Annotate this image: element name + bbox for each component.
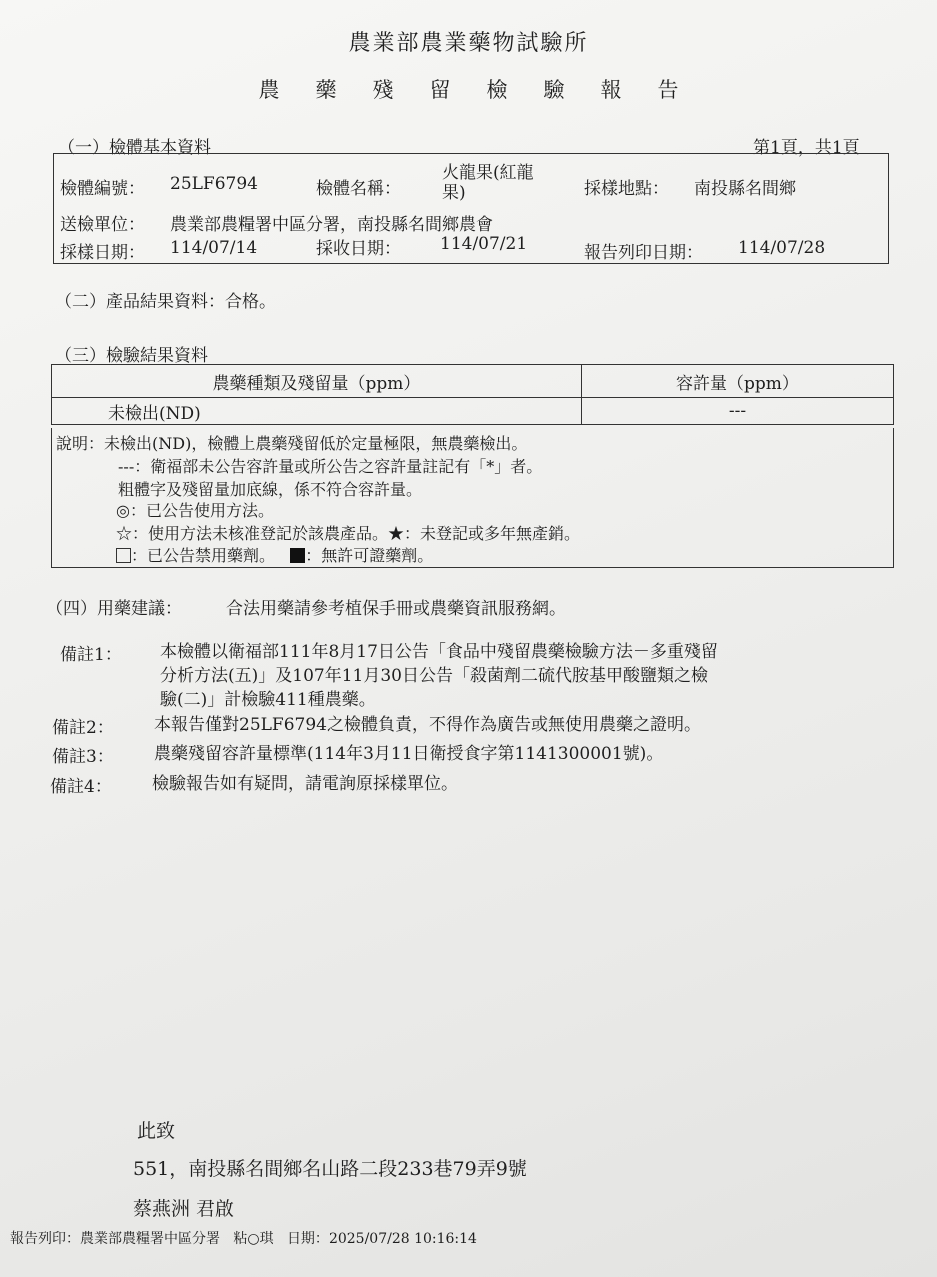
title-char: 驗	[543, 78, 565, 102]
note-line-6b: ：無許可證藥劑。	[305, 546, 434, 565]
page-info: 第1頁，共1頁	[753, 138, 860, 158]
footer-date-label: 日期：	[286, 1231, 329, 1247]
title-char: 檢	[486, 78, 508, 102]
print-date-label: 報告列印日期：	[584, 243, 703, 263]
sampling-date: 114/07/14	[170, 238, 258, 258]
remark1-line2: 分析方法(五)」及107年11月30日公告「殺菌劑二硫代胺基甲酸鹽類之檢	[160, 666, 708, 686]
note-line-5	[116, 521, 580, 544]
mailing-address: 551，南投縣名間鄉名山路二段233巷79弄9號	[133, 1158, 527, 1180]
remark1-line1: 本檢體以衛福部111年8月17日公告「食品中殘留農藥檢驗方法－多重殘留	[160, 642, 718, 662]
col-pesticide-header: 農藥種類及殘留量（ppm）	[52, 365, 582, 398]
section4-text: 合法用藥請參考植保手冊或農藥資訊服務網。	[226, 599, 566, 619]
empty-square-icon	[116, 548, 131, 563]
title-char: 告	[657, 78, 679, 102]
remark4-text: 檢驗報告如有疑問，請電詢原採樣單位。	[152, 774, 458, 794]
note-line-6a: ：已公告禁用藥劑。	[131, 546, 276, 565]
sampling-place-label: 採樣地點：	[584, 179, 669, 199]
sample-no: 25LF6794	[170, 174, 258, 194]
note-line-3: 粗體字及殘留量加底線，係不符合容許量。	[118, 480, 423, 499]
remark2-label: 備註2：	[52, 718, 114, 738]
sample-name-label: 檢體名稱：	[316, 179, 401, 199]
table-header-row	[52, 365, 894, 398]
title-char: 殘	[372, 78, 394, 102]
remark1-label: 備註1：	[60, 645, 122, 665]
title-char: 農	[258, 78, 280, 102]
footer-print-label: 報告列印：	[10, 1231, 80, 1247]
title-char: 留	[429, 78, 451, 102]
print-date: 114/07/28	[738, 238, 826, 258]
footer-printer: 粘○琪	[233, 1231, 274, 1247]
col-limit-header: 容許量（ppm）	[582, 365, 894, 398]
remark1-line3: 驗(二)」計檢驗411種農藥。	[160, 690, 376, 710]
sampling-date-label: 採樣日期：	[60, 243, 145, 263]
title-char: 藥	[315, 78, 337, 102]
note-line-1: 說明：未檢出(ND)，檢體上農藥殘留低於定量極限，無農藥檢出。	[56, 434, 528, 453]
submitter: 農業部農糧署中區分署，南投縣名間鄉農會	[170, 215, 493, 235]
submitter-label: 送檢單位：	[60, 215, 145, 235]
footer-date: 2025/07/28 10:16:14	[328, 1231, 477, 1247]
basic-info-box	[53, 153, 889, 264]
sampling-place: 南投縣名間鄉	[694, 179, 796, 199]
note-line-4: ◎：已公告使用方法。	[116, 501, 274, 520]
received-date-label: 採收日期：	[316, 239, 401, 259]
remark3-label: 備註3：	[52, 747, 114, 767]
salutation: 此致	[137, 1120, 176, 1142]
note-line-5a: ☆：使用方法未核准登記於該農產品。	[116, 524, 389, 543]
report-title	[0, 74, 937, 104]
footer-print-unit: 農業部農糧署中區分署	[80, 1231, 220, 1247]
result-table	[51, 364, 894, 425]
note-line-5b: ★：未登記或多年無產銷。	[388, 524, 581, 543]
sample-name-line2: 果)	[442, 183, 466, 203]
organization-name: 農業部農業藥物試驗所	[348, 31, 589, 56]
notes-box	[51, 428, 894, 568]
title-char: 報	[600, 78, 622, 102]
remark4-label: 備註4：	[50, 777, 112, 797]
received-date: 114/07/21	[440, 234, 528, 254]
note-line-6	[116, 543, 433, 566]
section3-heading: （三）檢驗結果資料	[55, 346, 208, 366]
remark3-text: 農藥殘留容許量標準(114年3月11日衛授食字第1141300001號)。	[154, 744, 664, 764]
footer-print-info	[10, 1228, 477, 1248]
limit-cell: ---	[582, 398, 894, 425]
result-cell: 未檢出(ND)	[52, 398, 582, 425]
recipient-name: 蔡燕洲 君啟	[133, 1198, 235, 1220]
remark2-text: 本報告僅對25LF6794之檢體負責，不得作為廣告或無使用農藥之證明。	[154, 715, 701, 735]
table-row	[52, 398, 894, 425]
note-line-2: ---：衛福部未公告容許量或所公告之容許量註記有「*」者。	[118, 457, 543, 476]
sample-name-line1: 火龍果(紅龍	[442, 163, 534, 183]
section4-label: （四）用藥建議：	[46, 599, 182, 619]
sample-no-label: 檢體編號：	[60, 179, 145, 199]
section1-heading: （一）檢體基本資料	[58, 138, 211, 158]
section2-result: （二）產品結果資料：合格。	[55, 292, 276, 312]
filled-square-icon	[290, 548, 305, 563]
remark1-text	[160, 640, 718, 712]
